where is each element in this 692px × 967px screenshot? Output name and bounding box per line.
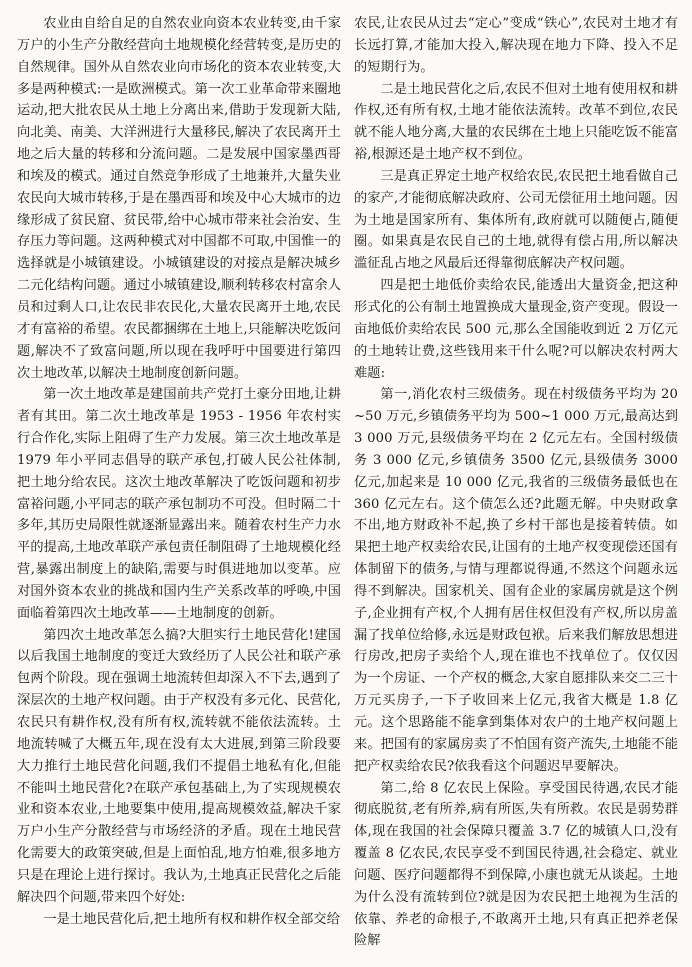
paragraph-continuation: 农民,让农民从过去“定心”变成“铁心”,农民对土地才有长远打算,才能加大投入,解决现在地力下降、投入不足的短期行为。 [354,16,678,75]
text-column-left [17,13,341,967]
text-column-right [354,13,678,967]
paragraph: 第二,给 8 亿农民上保险。享受国民待遇,农民才能彻底脱贫,老有所养,病有所医,失有所救。农民是弱势群体,现在我国的社会保障只覆盖 3.7 亿的城镇人口,没有覆盖 8 亿农民,农民享受不到国民待遇,社会稳定、就业问题、医疗问题都得不到保障,小康也就无从谈起。土地为什么没有流转到位?就是因为农民把土地视为生活的依靠、养老的命根子,不敢离开土地,只有真正把养老保险解 [354,780,678,949]
paragraph: 二是土地民营化之后,农民不但对土地有使用权和耕作权,还有所有权,土地才能依法流转。改革不到位,农民就不能人地分离,大量的农民绑在土地上只能吃饭不能富裕,根源还是土地产权不到位。 [354,81,678,163]
paragraph: 第四次土地改革怎么搞?大胆实行土地民营化!建国以后我国土地制度的变迁大致经历了人民公社和联产承包两个阶段。现在强调土地流转但却深入不下去,遇到了深层次的土地产权问题。由于产权没有多元化、民营化,农民只有耕作权,没有所有权,流转就不能依法流转。土地流转喊了大概五年,现在没有太大进展,到第三阶段要大力推行土地民营化问题,我们不提倡土地私有化,但能不能叫土地民营化?在联产承包基础上,为了实现规模农业和资本农业,土地要集中使用,提高规模效益,解决千家万户小生产分散经营与市场经济的矛盾。现在土地民营化需要大的政策突破,但是上面怕乱,地方怕难,很多地方只是在理论上进行探讨。我认为,土地真正民营化之后能解决四个问题,带来四个好处: [17,627,341,905]
paragraph: 一是土地民营化后,把土地所有权和耕作权全部交给 [43,911,341,927]
paragraph: 四是把土地低价卖给农民,能透出大量资金,把这种形式化的公有制土地置换成大量现金,资产变现。假设一亩地低价卖给农民 500 元,那么全国能收到近 2 万亿元的土地转让费,这些钱用来干什么呢?可以解决农村两大难题: [354,278,678,381]
paragraph: 第一次土地改革是建国前共产党打土豪分田地,让耕者有其田。第二次土地改革是 1953 - 1956 年农村实行合作化,实际上阻碍了生产力发展。第三次土地改革是 1979 年小平同志倡导的联产承包,打破人民公社体制,把土地分给农民。这次土地改革解决了吃饭问题和初步富裕问题,小平同志的联产承包制功不可没。但时隔二十多年,其历史局限性就逐渐显露出来。随着农村生产力水平的提高,土地改革联产承包责任制阻碍了土地规模化经营,暴露出制度上的缺陷,需要与时俱进地加以变革。应对国外资本农业的挑战和国内生产关系改革的呼唤,中国面临着第四次土地改革——土地制度的创新。 [17,387,341,621]
paragraph: 农业由自给自足的自然农业向资本农业转变,由千家万户的小生产分散经营向土地规模化经营转变,是历史的自然规律。国外从自然农业向市场化的资本农业转变,大多是两种模式:一是欧洲模式。第一次工业革命带来圈地运动,把大批农民从土地上分离出来,借助于发现新大陆,向北美、南美、大洋洲进行大量移民,解决了农民离开土地之后大量的转移和分流问题。二是发展中国家墨西哥和埃及的模式。通过自然竞争形成了土地兼并,大量失业农民向大城市转移,于是在墨西哥和埃及中心大城市的边缘形成了贫民窟、贫民带,给中心城市带来社会治安、生存压力等问题。这两种模式对中国都不可取,中国惟一的选择就是小城镇建设。小城镇建设的对接点是解决城乡二元化结构问题。通过小城镇建设,顺利转移农村富余人员和过剩人口,让农民非农民化,大量农民离开土地,农民才有富裕的希望。农民都捆绑在土地上,只能解决吃饭问题,解决不了致富问题,所以现在我呼吁中国要进行第四次土地改革,以解决土地制度创新问题。 [17,16,341,381]
paragraph: 三是真正界定土地产权给农民,农民把土地看做自己的家产,才能彻底解决政府、公司无偿征用土地问题。因为土地是国家所有、集体所有,政府就可以随便占,随便圈。如果真是农民自己的土地,就得有偿占用,所以解决滥征乱占地之风最后还得靠彻底解决产权问题。 [354,168,678,272]
paragraph: 第一,消化农村三级债务。现在村级债务平均为 20~50 万元,乡镇债务平均为 500~1 000 万元,最高达到 3 000 万元,县级债务平均在 2 亿元左右。全国村级债务 3 000 亿元,乡镇债务 3500 亿元,县级债务 3000 亿元,加起来是 10 000 亿元,我省的三级债务最低也在 360 亿元左右。这个债怎么还?此题无解。中央财政拿不出,地方财政补不起,换了乡村干部也是接着转债。如果把土地产权卖给农民,让国有的土地产权变现偿还国有体制留下的债务,与情与理都说得通,不然这个问题永远得不到解决。国家机关、国有企业的家属房就是这个例子,企业拥有产权,个人拥有居住权但没有产权,所以房盖漏了找单位给修,永远是财政包袱。后来我们解放思想进行房改,把房子卖给个人,现在谁也不找单位了。仅仅因为一个房证、一个产权的概念,大家自愿排队来交二三十万元买房子,一下子收回来上亿元,我省大概是 1.8 亿元。这个思路能不能拿到集体对农户的土地产权问题上来。把国有的家属房卖了不怕国有资产流失,土地能不能把产权卖给农民?依我看这个问题迟早要解决。 [354,387,678,774]
